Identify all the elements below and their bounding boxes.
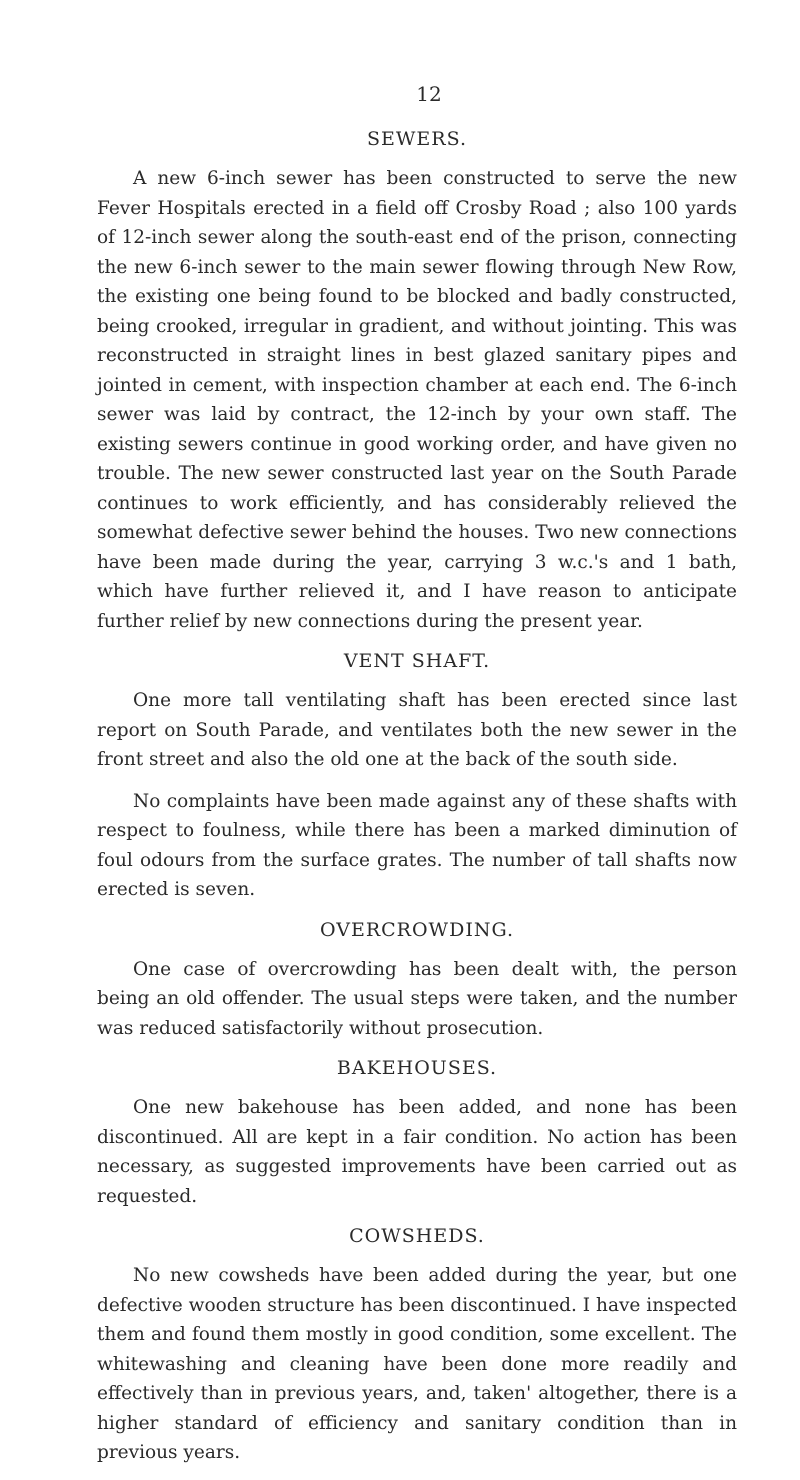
paragraph: No new cowsheds have been added during the year, but one defective wooden structure has been discontinued. I have inspected them and found them mostly in good condition, some excellent. The whitewashing and cleaning have been done more readily and effectively than in previous years, and, taken' altogether, there is a higher standard of efficiency and sanitary condition than in previous years. [97, 1265, 737, 1463]
section-heading: SEWERS. [367, 128, 467, 150]
paragraph: A new 6-inch sewer has been constructed to serve the new Fever Hospitals erected in a field off Crosby Road ; also 100 yards of 12-inch sewer along the south-east end of the prison, connecting the new 6-inch sewer to the main sewer flowing through New Row, the existing one being found to be blocked and badly constructed, being crooked, irregular in gradient, and without jointing. This was reconstructed in straight lines in best glazed sanitary pipes and jointed in cement, with inspection chamber at each end. The 6-inch sewer was laid by contract, the 12-inch by your own staff. The existing sewers continue in good working order, and have given no trouble. The new sewer constructed last year on the South Parade continues to work efficiently, and has considerably relieved the somewhat defective sewer behind the houses. Two new connections have been made during the year, carrying 3 w.c.'s and 1 bath, which have further relieved it, and I have reason to anticipate further relief by new connections during the present year. [97, 168, 737, 632]
section-heading: OVERCROWDING. [320, 918, 514, 941]
paragraph: One case of overcrowding has been dealt with, the person being an old offender. The usual steps were taken, and the number was reduced satisfactorily without prosecution. [97, 958, 737, 1039]
page-number: 12 [416, 82, 442, 106]
section-overcrowding [97, 919, 737, 1044]
paragraph: One more tall ventilating shaft has been erected since last report on South Parade, and ventilates both the new sewer in the front street and also the old one at the back of the south side. [97, 690, 737, 770]
section-cowsheds [97, 1225, 737, 1468]
document-page [97, 82, 737, 1480]
section-bakehouses [97, 1057, 737, 1211]
section-heading: VENT SHAFT. [343, 650, 491, 672]
section-heading: COWSHEDS. [349, 1225, 485, 1247]
section-heading: BAKEHOUSES. [336, 1057, 498, 1079]
paragraph: No complaints have been made against any of these shafts with respect to foulness, while there has been a marked diminution of foul odours from the surface grates. The number of tall shafts now erected is seven. [97, 790, 737, 900]
paragraph: One new bakehouse has been added, and none has been discontinued. All are kept in a fair condition. No action has been necessary, as suggested improvements have been carried out as requested. [97, 1097, 737, 1207]
section-vent-shaft [97, 650, 737, 905]
section-sewers [97, 128, 737, 636]
